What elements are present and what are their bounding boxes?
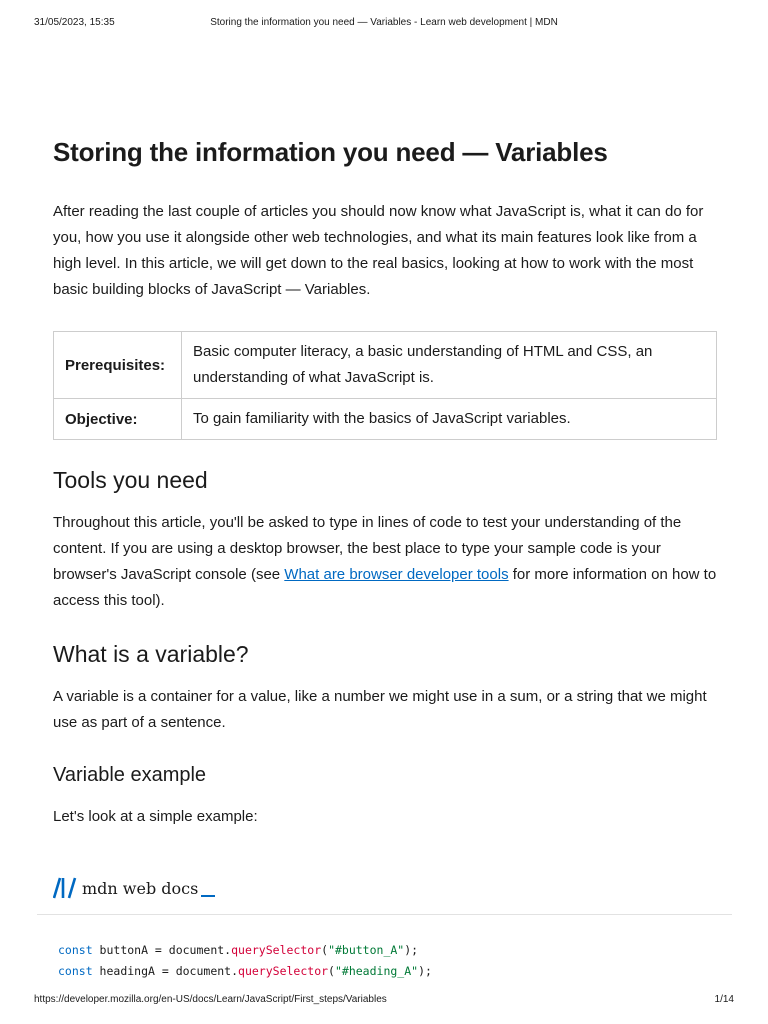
table-row — [54, 399, 717, 440]
print-page-title: Storing the information you need — Variables - Learn web development | MDN — [210, 17, 558, 28]
print-url: https://developer.mozilla.org/en-US/docs/Learn/JavaScript/First_steps/Variables — [34, 994, 387, 1005]
table-row — [54, 332, 717, 399]
variable-example-heading: Variable example — [53, 764, 207, 786]
code-punct: ( — [321, 943, 329, 957]
logo-cursor-underscore — [201, 895, 215, 897]
code-function: querySelector — [238, 964, 329, 978]
prerequisites-label: Prerequisites: — [54, 332, 182, 399]
dev-tools-link[interactable]: What are browser developer tools — [284, 566, 509, 583]
code-text: headingA = document. — [92, 964, 239, 978]
code-punct: ); — [404, 943, 419, 957]
objective-value: To gain familiarity with the basics of JavaScript variables. — [182, 399, 717, 440]
mdn-logo-icon — [53, 877, 77, 899]
code-string: "#heading_A" — [334, 964, 419, 978]
tools-paragraph — [53, 510, 717, 614]
learning-outcomes-table — [53, 331, 717, 440]
print-header — [34, 17, 734, 31]
divider — [37, 914, 732, 915]
code-punct: ); — [418, 964, 432, 978]
code-text: buttonA = document. — [92, 943, 232, 957]
mdn-logo-text: mdn web docs — [82, 878, 199, 898]
code-keyword: const — [58, 943, 93, 957]
tools-text-before: Throughout this article, you'll be asked to type in lines of code to test your understanding of the content. If you are using a desktop browser, the best place to type your sample code is your browser's JavaScript console (see — [53, 514, 682, 583]
code-punct: ( — [328, 964, 335, 978]
code-keyword: const — [58, 964, 93, 978]
code-block — [58, 940, 432, 982]
code-line — [58, 961, 432, 982]
mdn-logo[interactable] — [53, 876, 215, 900]
tools-text-after: for more information on how to access this tool). — [53, 566, 717, 609]
tools-heading: Tools you need — [53, 467, 208, 493]
code-string: "#button_A" — [328, 943, 405, 957]
code-line — [58, 940, 432, 961]
variable-example-paragraph: Let's look at a simple example: — [53, 808, 258, 825]
objective-label: Objective: — [54, 399, 182, 440]
what-is-variable-heading: What is a variable? — [53, 641, 249, 667]
print-page-number: 1/14 — [714, 994, 734, 1005]
prerequisites-value: Basic computer literacy, a basic understanding of HTML and CSS, an understanding of what JavaScript is. — [182, 332, 717, 399]
intro-paragraph: After reading the last couple of articles you should now know what JavaScript is, what it can do for you, how you use it alongside other web technologies, and what its main features look like from a high level. In this article, we will get down to the real basics, looking at how to work with the most basic building blocks of JavaScript — Variables. — [53, 203, 704, 298]
code-function: querySelector — [231, 943, 322, 957]
print-date: 31/05/2023, 15:35 — [34, 17, 115, 28]
print-footer — [34, 994, 734, 1008]
article-title: Storing the information you need — Variables — [53, 137, 608, 167]
what-is-variable-paragraph: A variable is a container for a value, like a number we might use in a sum, or a string that we might use as part of a sentence. — [53, 688, 707, 731]
